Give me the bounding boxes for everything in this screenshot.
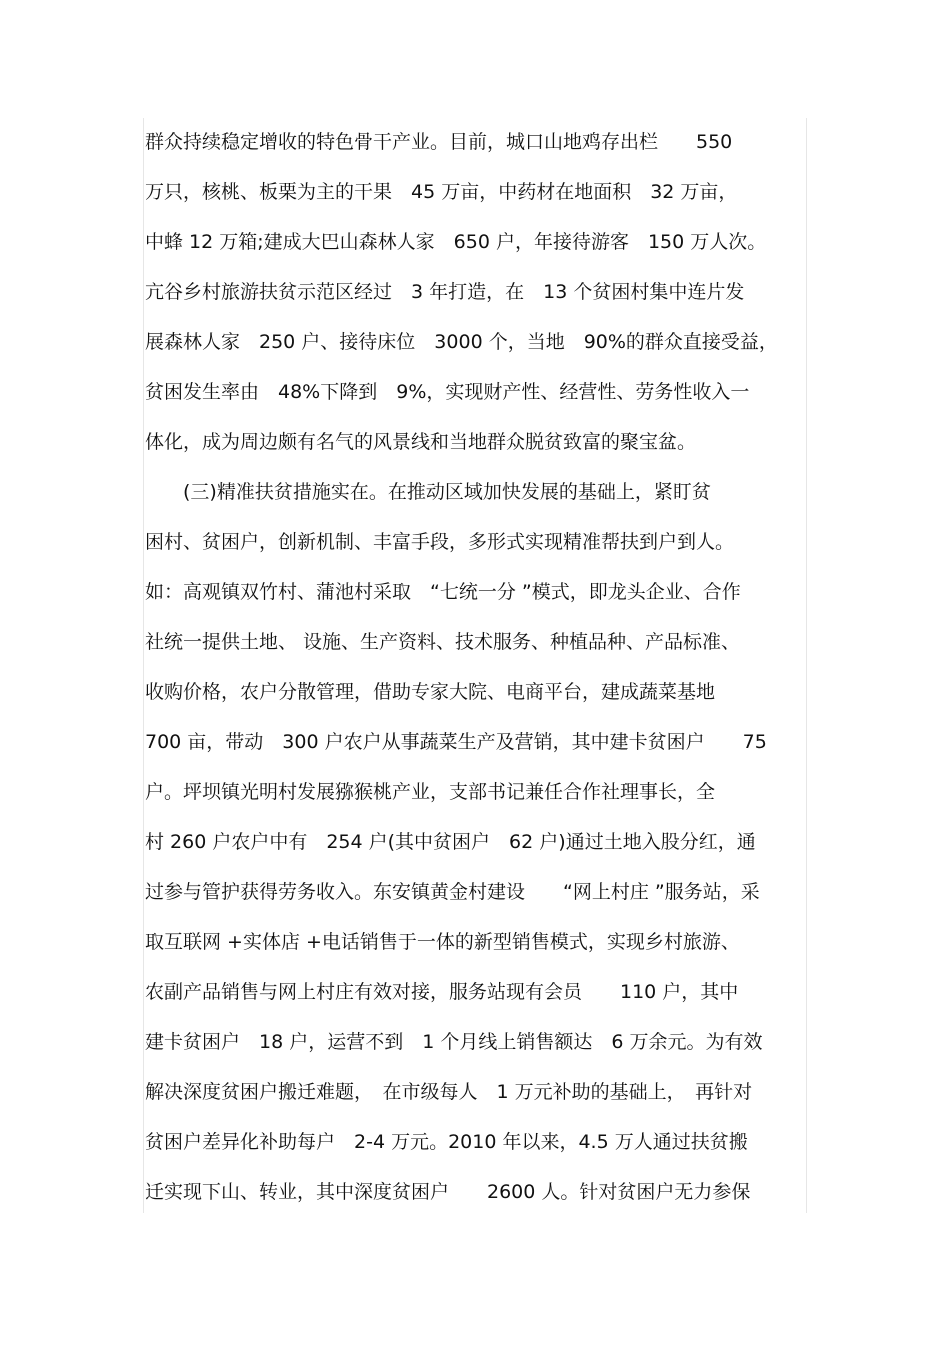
- text-line: 贫困发生率由 48%下降到 9%，实现财产性、经营性、劳务性收入一: [145, 381, 750, 403]
- text-line: 亢谷乡村旅游扶贫示范区经过 3 年打造，在 13 个贫困村集中连片发: [145, 281, 745, 303]
- text-line: 中蜂 12 万箱;建成大巴山森林人家 650 户，年接待游客 150 万人次。: [145, 231, 767, 253]
- text-line: 取互联网 +实体店 +电话销售于一体的新型销售模式，实现乡村旅游、: [145, 931, 740, 953]
- paragraph-heading-line: (三)精准扶贫措施实在。在推动区域加快发展的基础上，紧盯贫: [145, 481, 711, 503]
- text-line: 群众持续稳定增收的特色骨干产业。目前，城口山地鸡存出栏 550: [145, 131, 733, 153]
- page-frame-left-border: [143, 118, 144, 1213]
- page-frame-right-border: [806, 118, 807, 1213]
- text-line: 如：高观镇双竹村、蒲池村采取 “七统一分 ”模式，即龙头企业、合作: [145, 581, 741, 603]
- text-line: 村 260 户农户中有 254 户(其中贫困户 62 户)通过土地入股分红，通: [145, 831, 756, 853]
- text-line: 解决深度贫困户搬迁难题， 在市级每人 1 万元补助的基础上， 再针对: [145, 1081, 753, 1103]
- text-line: 建卡贫困户 18 户，运营不到 1 个月线上销售额达 6 万余元。为有效: [145, 1031, 763, 1053]
- text-line: 迁实现下山、转业，其中深度贫困户 2600 人。针对贫困户无力参保: [145, 1181, 751, 1203]
- text-line: 展森林人家 250 户、接待床位 3000 个，当地 90%的群众直接受益，: [145, 331, 778, 353]
- text-line: 万只，核桃、板栗为主的干果 45 万亩，中药材在地面积 32 万亩，: [145, 181, 738, 203]
- text-line: 体化，成为周边颇有名气的风景线和当地群众脱贫致富的聚宝盆。: [145, 431, 697, 453]
- text-line: 社统一提供土地、 设施、生产资料、技术服务、种植品种、产品标准、: [145, 631, 741, 653]
- text-line: 过参与管护获得劳务收入。东安镇黄金村建设 “网上村庄 ”服务站，采: [145, 881, 760, 903]
- text-line: 困村、贫困户，创新机制、丰富手段，多形式实现精准帮扶到户到人。: [145, 531, 735, 553]
- text-line: 农副产品销售与网上村庄有效对接，服务站现有会员 110 户，其中: [145, 981, 739, 1003]
- text-line: 户。坪坝镇光明村发展猕猴桃产业，支部书记兼任合作社理事长，全: [145, 781, 716, 803]
- text-line: 贫困户差异化补助每户 2-4 万元。2010 年以来，4.5 万人通过扶贫搬: [145, 1131, 748, 1153]
- text-line: 700 亩，带动 300 户农户从事蔬菜生产及营销，其中建卡贫困户 75: [145, 731, 767, 753]
- text-line: 收购价格，农户分散管理，借助专家大院、电商平台，建成蔬菜基地: [145, 681, 716, 703]
